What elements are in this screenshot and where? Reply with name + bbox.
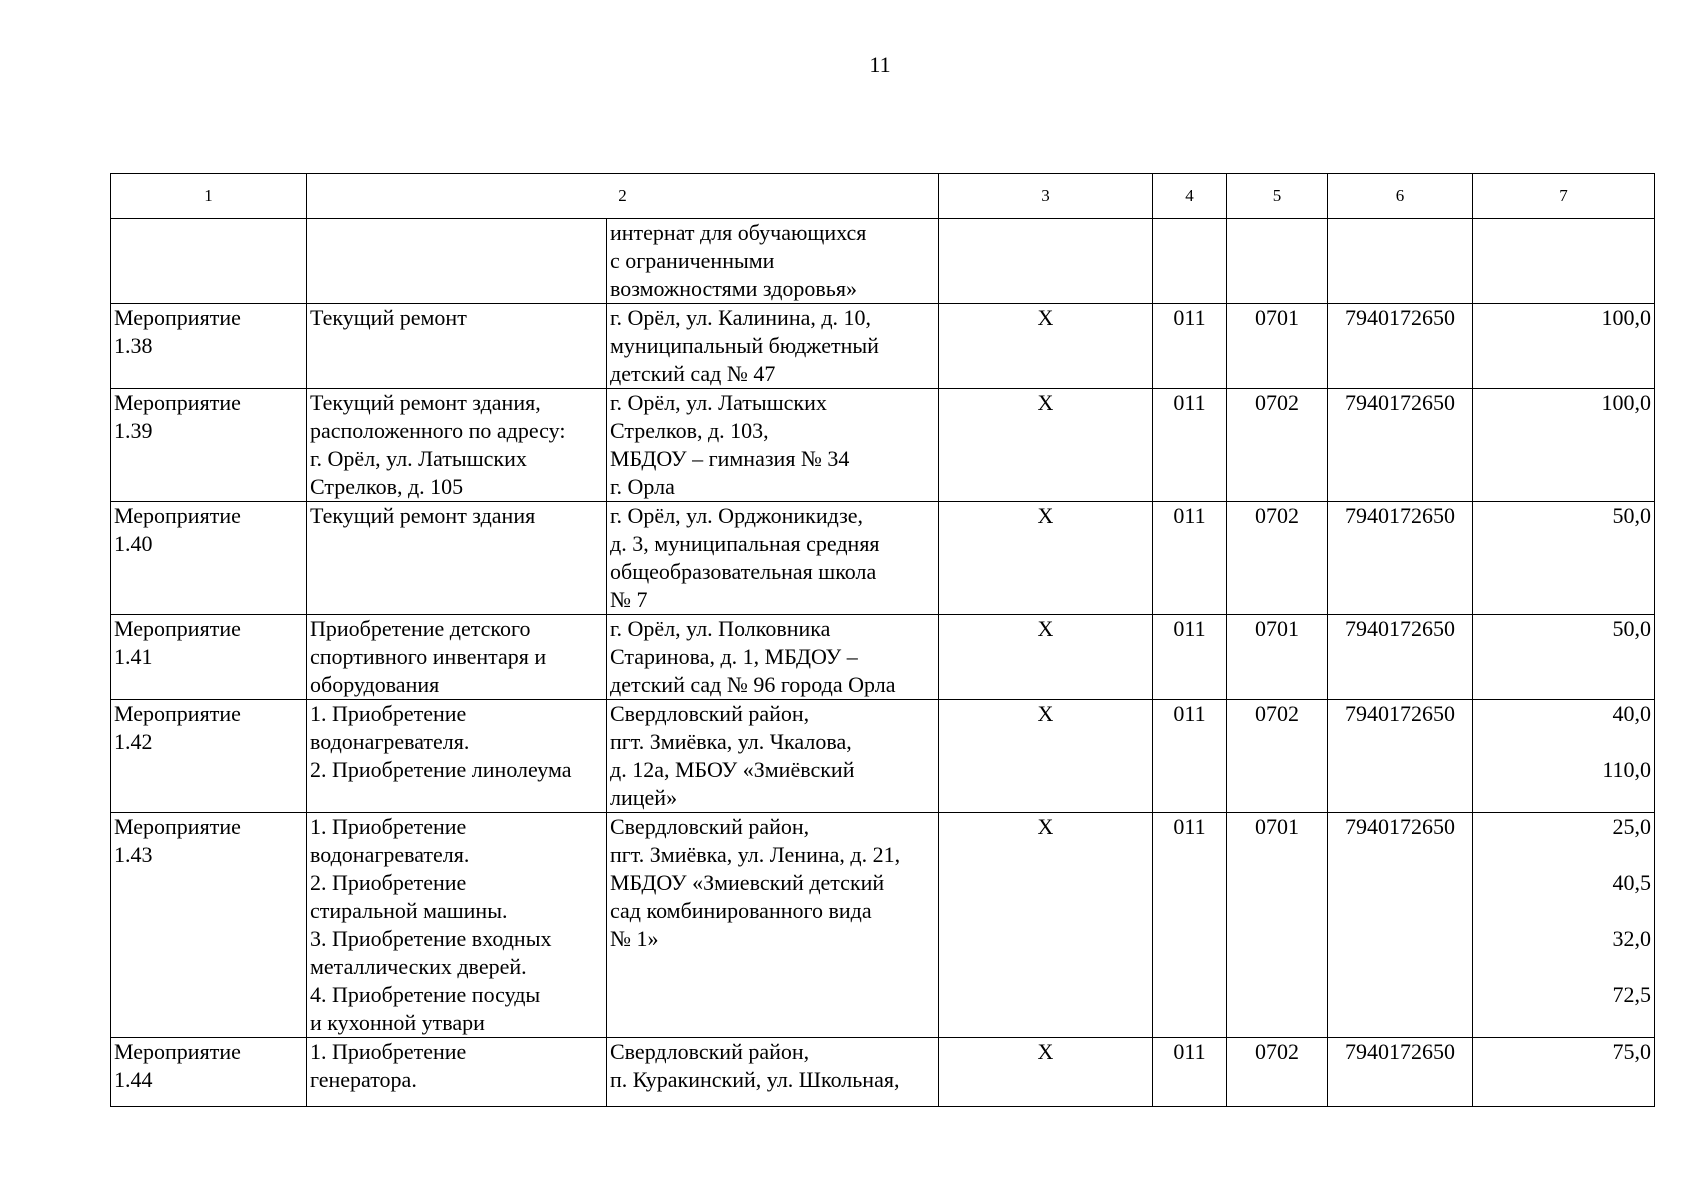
- table-row: [111, 700, 1655, 813]
- cell-col-7: [1473, 813, 1655, 1038]
- cell-col-6: 7940172650: [1328, 813, 1473, 1038]
- amount: 110,0: [1602, 757, 1651, 782]
- name-line: 2. Приобретение линолеума: [310, 757, 572, 782]
- cell-id: [111, 219, 307, 304]
- address-line: муниципальный бюджетный: [610, 333, 879, 358]
- amount: 100,0: [1601, 390, 1651, 415]
- header-col-3: 3: [939, 174, 1153, 219]
- amount-spacer: [1476, 728, 1651, 756]
- cell-col-5: [1227, 219, 1328, 304]
- cell-col-7: [1473, 615, 1655, 700]
- cell-id: [111, 700, 307, 813]
- cell-col-5: 0701: [1227, 615, 1328, 700]
- table-row: [111, 304, 1655, 389]
- address-line: Свердловский район,: [610, 701, 810, 726]
- name-line: Приобретение детского: [310, 616, 531, 641]
- address-line: возможностями здоровья»: [610, 276, 857, 301]
- cell-id: [111, 502, 307, 615]
- cell-col-3: Х: [939, 615, 1153, 700]
- amount: 75,0: [1612, 1039, 1651, 1064]
- cell-name: [307, 615, 607, 700]
- cell-col-5: 0701: [1227, 304, 1328, 389]
- cell-col-3: Х: [939, 502, 1153, 615]
- cell-col-3: Х: [939, 389, 1153, 502]
- cell-col-6: 7940172650: [1328, 304, 1473, 389]
- cell-col-3: Х: [939, 304, 1153, 389]
- name-line: Текущий ремонт здания,: [310, 390, 541, 415]
- address-line: г. Орёл, ул. Латышских: [610, 390, 827, 415]
- row-number: 1.42: [114, 729, 153, 754]
- name-line: водонагревателя.: [310, 842, 470, 867]
- cell-col-7: [1473, 304, 1655, 389]
- row-label: Мероприятие: [114, 814, 241, 839]
- header-col-4: 4: [1153, 174, 1227, 219]
- header-col-1: 1: [111, 174, 307, 219]
- row-label: Мероприятие: [114, 616, 241, 641]
- cell-col-4: [1153, 219, 1227, 304]
- name-line: стиральной машины.: [310, 898, 508, 923]
- address-line: пгт. Змиёвка, ул. Ленина, д. 21,: [610, 842, 901, 867]
- name-line: и кухонной утвари: [310, 1010, 485, 1035]
- address-line: № 7: [610, 587, 648, 612]
- address-line: д. 3, муниципальная средняя: [610, 531, 880, 556]
- cell-address: [607, 700, 939, 813]
- cell-col-7: [1473, 219, 1655, 304]
- cell-name: [307, 389, 607, 502]
- cell-col-6: [1328, 219, 1473, 304]
- cell-address: [607, 813, 939, 1038]
- address-line: Свердловский район,: [610, 814, 810, 839]
- cell-name: [307, 304, 607, 389]
- row-number: 1.38: [114, 333, 153, 358]
- table-row: [111, 615, 1655, 700]
- cell-id: [111, 304, 307, 389]
- name-line: расположенного по адресу:: [310, 418, 566, 443]
- cell-col-5: 0702: [1227, 700, 1328, 813]
- row-number: 1.41: [114, 644, 153, 669]
- address-line: МБДОУ «Змиевский детский: [610, 870, 885, 895]
- budget-table: [110, 173, 1655, 1107]
- address-line: г. Орёл, ул. Калинина, д. 10,: [610, 305, 872, 330]
- row-label: Мероприятие: [114, 701, 241, 726]
- cell-name: [307, 813, 607, 1038]
- amount-spacer: [1476, 897, 1651, 925]
- amount: 32,0: [1612, 926, 1651, 951]
- amount: 40,0: [1612, 701, 1651, 726]
- cell-col-7: [1473, 389, 1655, 502]
- name-line: водонагревателя.: [310, 729, 470, 754]
- row-label: Мероприятие: [114, 1039, 241, 1064]
- name-line: 1. Приобретение: [310, 1039, 467, 1064]
- name-line: 3. Приобретение входных: [310, 926, 552, 951]
- cell-address: [607, 219, 939, 304]
- cell-id: [111, 615, 307, 700]
- cell-col-7: [1473, 502, 1655, 615]
- name-line: г. Орёл, ул. Латышских: [310, 446, 527, 471]
- address-line: г. Орёл, ул. Полковника: [610, 616, 831, 641]
- cell-col-5: 0702: [1227, 1038, 1328, 1107]
- cell-name: [307, 1038, 607, 1107]
- address-line: общеобразовательная школа: [610, 559, 877, 584]
- cell-col-3: Х: [939, 813, 1153, 1038]
- table-row: [111, 1038, 1655, 1107]
- address-line: МБДОУ – гимназия № 34: [610, 446, 850, 471]
- address-line: д. 12а, МБОУ «Змиёвский: [610, 757, 855, 782]
- address-line: лицей»: [610, 785, 678, 810]
- name-line: 2. Приобретение: [310, 870, 467, 895]
- cell-col-5: 0701: [1227, 813, 1328, 1038]
- address-line: с ограниченными: [610, 248, 775, 273]
- cell-col-4: 011: [1153, 389, 1227, 502]
- address-line: интернат для обучающихся: [610, 220, 867, 245]
- header-col-7: 7: [1473, 174, 1655, 219]
- cell-name: [307, 219, 607, 304]
- cell-col-3: Х: [939, 700, 1153, 813]
- address-line: г. Орла: [610, 474, 675, 499]
- row-label: Мероприятие: [114, 503, 241, 528]
- row-number: 1.44: [114, 1067, 153, 1092]
- cell-id: [111, 813, 307, 1038]
- cell-name: [307, 502, 607, 615]
- cell-col-4: 011: [1153, 1038, 1227, 1107]
- name-line: 1. Приобретение: [310, 701, 467, 726]
- cell-col-6: 7940172650: [1328, 615, 1473, 700]
- amount-spacer: [1476, 953, 1651, 981]
- row-number: 1.43: [114, 842, 153, 867]
- cell-col-3: Х: [939, 1038, 1153, 1107]
- cell-col-4: 011: [1153, 813, 1227, 1038]
- name-line: Текущий ремонт здания: [310, 503, 536, 528]
- amount: 40,5: [1612, 870, 1651, 895]
- cell-col-4: 011: [1153, 304, 1227, 389]
- page-number: 11: [869, 52, 891, 77]
- amount: 50,0: [1612, 616, 1651, 641]
- cell-id: [111, 1038, 307, 1107]
- amount: 72,5: [1612, 982, 1651, 1007]
- header-row: [111, 174, 1655, 219]
- cell-address: [607, 304, 939, 389]
- amount-spacer: [1476, 841, 1651, 869]
- address-line: сад комбинированного вида: [610, 898, 872, 923]
- address-line: детский сад № 47: [610, 361, 776, 386]
- cell-id: [111, 389, 307, 502]
- header-col-6: 6: [1328, 174, 1473, 219]
- cell-address: [607, 389, 939, 502]
- name-line: 4. Приобретение посуды: [310, 982, 541, 1007]
- cell-col-3: [939, 219, 1153, 304]
- amount: 50,0: [1612, 503, 1651, 528]
- address-line: Свердловский район,: [610, 1039, 810, 1064]
- address-line: Стрелков, д. 103,: [610, 418, 769, 443]
- name-line: металлических дверей.: [310, 954, 527, 979]
- cell-col-4: 011: [1153, 615, 1227, 700]
- row-label: Мероприятие: [114, 390, 241, 415]
- cell-col-6: 7940172650: [1328, 1038, 1473, 1107]
- name-line: оборудования: [310, 672, 440, 697]
- cell-col-6: 7940172650: [1328, 700, 1473, 813]
- row-number: 1.40: [114, 531, 153, 556]
- amount: 100,0: [1601, 305, 1651, 330]
- address-line: пгт. Змиёвка, ул. Чкалова,: [610, 729, 852, 754]
- table-row: [111, 502, 1655, 615]
- address-line: г. Орёл, ул. Орджоникидзе,: [610, 503, 864, 528]
- name-line: Текущий ремонт: [310, 305, 467, 330]
- cell-col-5: 0702: [1227, 389, 1328, 502]
- cell-name: [307, 700, 607, 813]
- name-line: спортивного инвентаря и: [310, 644, 547, 669]
- amount: 25,0: [1612, 814, 1651, 839]
- row-label: Мероприятие: [114, 305, 241, 330]
- cell-col-6: 7940172650: [1328, 389, 1473, 502]
- table-row: [111, 813, 1655, 1038]
- address-line: № 1»: [610, 926, 659, 951]
- name-line: генератора.: [310, 1067, 417, 1092]
- cell-col-4: 011: [1153, 502, 1227, 615]
- table-row: [111, 389, 1655, 502]
- cell-address: [607, 502, 939, 615]
- cell-col-6: 7940172650: [1328, 502, 1473, 615]
- cell-col-7: [1473, 1038, 1655, 1107]
- header-col-5: 5: [1227, 174, 1328, 219]
- row-number: 1.39: [114, 418, 153, 443]
- address-line: детский сад № 96 города Орла: [610, 672, 896, 697]
- table-row-continuation: [111, 219, 1655, 304]
- address-line: п. Куракинский, ул. Школьная,: [610, 1067, 900, 1092]
- cell-col-5: 0702: [1227, 502, 1328, 615]
- cell-col-4: 011: [1153, 700, 1227, 813]
- cell-address: [607, 1038, 939, 1107]
- cell-col-7: [1473, 700, 1655, 813]
- name-line: 1. Приобретение: [310, 814, 467, 839]
- header-col-2: 2: [307, 174, 939, 219]
- name-line: Стрелков, д. 105: [310, 474, 464, 499]
- cell-address: [607, 615, 939, 700]
- address-line: Старинова, д. 1, МБДОУ –: [610, 644, 858, 669]
